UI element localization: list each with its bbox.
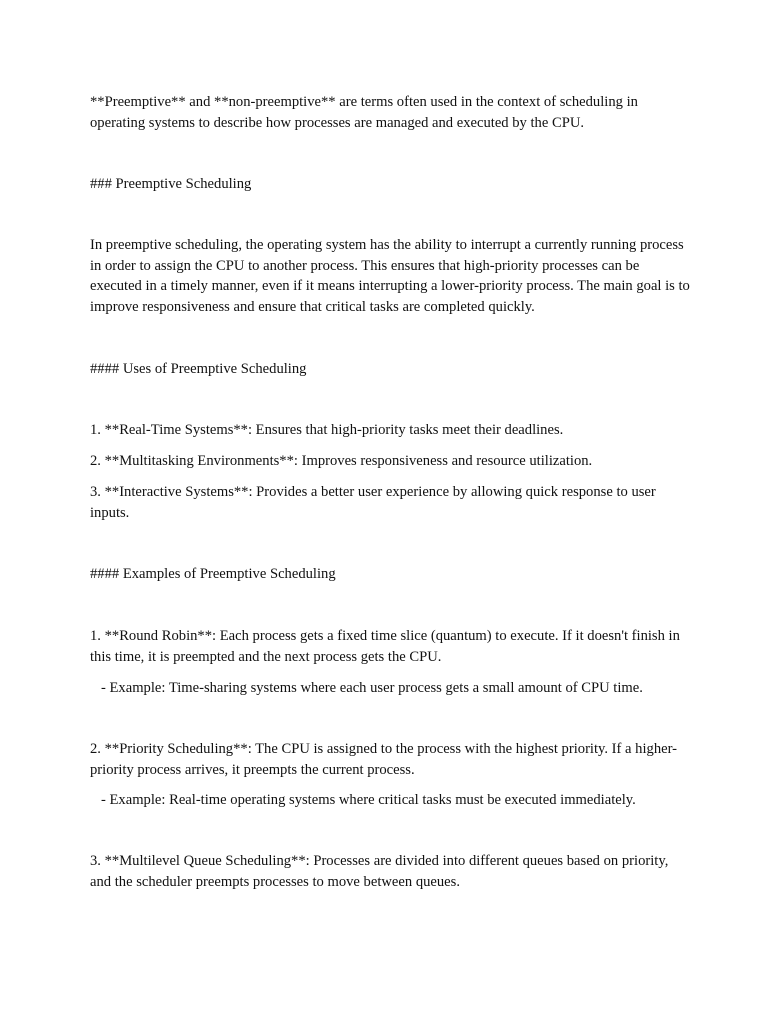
preemptive-description-paragraph: In preemptive scheduling, the operating system has the ability to interrupt a currently running process in order to assign the CPU to another process. This ensures that high-priority processes can be executed in a timely manner, even if it means interrupting a lower-priority process. The main goal is to improve responsiveness and ensure that critical tasks are completed quickly. xyxy=(90,237,690,315)
uses-list-item: 1. **Real-Time Systems**: Ensures that high-priority tasks meet their deadlines. xyxy=(90,422,564,438)
example-detail: - Example: Time-sharing systems where each user process gets a small amount of CPU time. xyxy=(101,680,643,696)
uses-list-item: 3. **Interactive Systems**: Provides a better user experience by allowing quick response to user inputs. xyxy=(90,484,656,521)
heading-uses: #### Uses of Preemptive Scheduling xyxy=(90,361,307,377)
heading-preemptive-scheduling: ### Preemptive Scheduling xyxy=(90,176,252,192)
example-list-item: 2. **Priority Scheduling**: The CPU is assigned to the process with the highest priority. If a higher-priority process arrives, it preempts the current process. xyxy=(90,741,678,778)
uses-list-item: 2. **Multitasking Environments**: Improves responsiveness and resource utilization. xyxy=(90,453,593,469)
example-detail: - Example: Real-time operating systems where critical tasks must be executed immediately. xyxy=(101,792,636,808)
intro-paragraph: **Preemptive** and **non-preemptive** are terms often used in the context of scheduling in operating systems to describe how processes are managed and executed by the CPU. xyxy=(90,94,638,131)
example-list-item: 3. **Multilevel Queue Scheduling**: Processes are divided into different queues based on priority, and the scheduler preempts processes to move between queues. xyxy=(90,853,669,890)
heading-examples: #### Examples of Preemptive Scheduling xyxy=(90,566,336,582)
example-list-item: 1. **Round Robin**: Each process gets a fixed time slice (quantum) to execute. If it doesn't finish in this time, it is preempted and the next process gets the CPU. xyxy=(90,628,680,665)
